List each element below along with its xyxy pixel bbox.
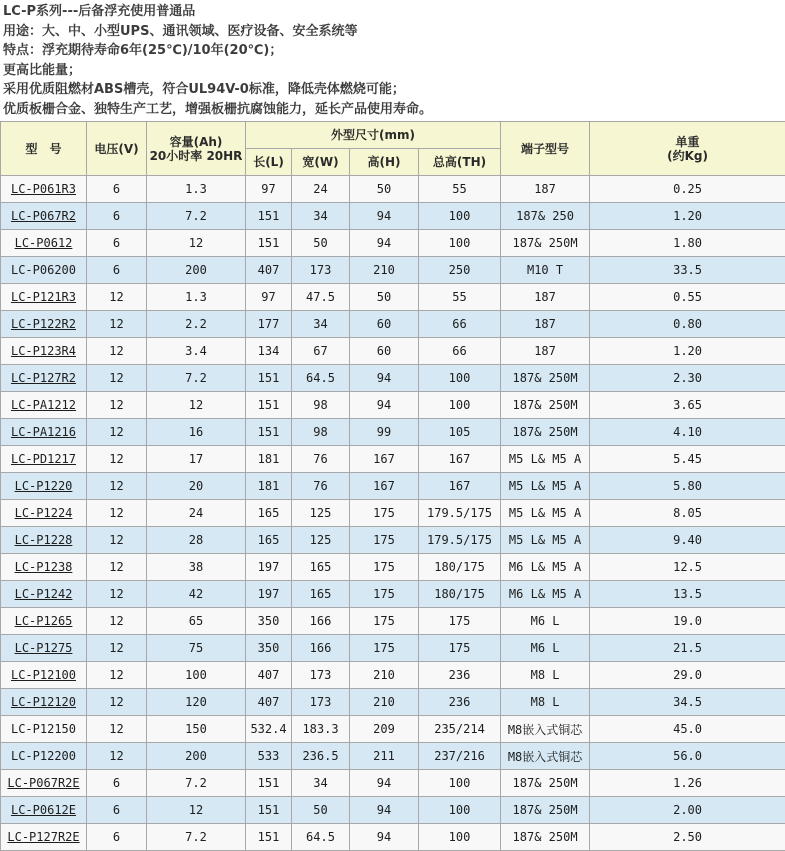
- total-height-cell: 180/175: [419, 581, 501, 608]
- table-row: [1, 338, 785, 365]
- model-link[interactable]: LC-PA1212: [10, 398, 77, 412]
- header-terminal: 端子型号: [501, 122, 590, 176]
- voltage-cell: 12: [87, 338, 147, 365]
- header-model: 型 号: [1, 122, 87, 176]
- voltage-cell: 12: [87, 392, 147, 419]
- model-cell: [1, 797, 87, 824]
- height-cell: 209: [350, 716, 419, 743]
- weight-cell: 2.00: [590, 797, 785, 824]
- model-link[interactable]: LC-P1275: [14, 641, 73, 655]
- terminal-cell: 187& 250: [501, 203, 590, 230]
- table-row: [1, 311, 785, 338]
- table-row: [1, 392, 785, 419]
- width-cell: 183.3: [292, 716, 350, 743]
- voltage-cell: 6: [87, 230, 147, 257]
- capacity-cell: 1.3: [147, 176, 246, 203]
- length-cell: 532.4: [246, 716, 292, 743]
- product-intro: [0, 0, 785, 121]
- width-cell: 236.5: [292, 743, 350, 770]
- terminal-cell: M8 L: [501, 689, 590, 716]
- header-capacity: [147, 122, 246, 176]
- weight-cell: 21.5: [590, 635, 785, 662]
- terminal-cell: M5 L& M5 A: [501, 446, 590, 473]
- total-height-cell: 167: [419, 446, 501, 473]
- voltage-cell: 12: [87, 554, 147, 581]
- capacity-cell: 7.2: [147, 203, 246, 230]
- total-height-cell: 66: [419, 311, 501, 338]
- header-dimensions: 外型尺寸(mm): [246, 122, 501, 149]
- height-cell: 94: [350, 797, 419, 824]
- height-cell: 175: [350, 527, 419, 554]
- model-link[interactable]: LC-P123R4: [10, 344, 77, 358]
- total-height-cell: 179.5/175: [419, 500, 501, 527]
- capacity-cell: 16: [147, 419, 246, 446]
- width-cell: 50: [292, 797, 350, 824]
- voltage-cell: 12: [87, 608, 147, 635]
- model-link[interactable]: LC-P1224: [14, 506, 73, 520]
- weight-cell: 5.45: [590, 446, 785, 473]
- length-cell: 181: [246, 473, 292, 500]
- voltage-cell: 12: [87, 365, 147, 392]
- model-cell: [1, 581, 87, 608]
- width-cell: 173: [292, 662, 350, 689]
- weight-cell: 0.55: [590, 284, 785, 311]
- capacity-cell: 12: [147, 392, 246, 419]
- weight-cell: 1.20: [590, 338, 785, 365]
- table-row: [1, 581, 785, 608]
- voltage-cell: 12: [87, 716, 147, 743]
- table-row: [1, 365, 785, 392]
- height-cell: 210: [350, 662, 419, 689]
- header-height: 高(H): [350, 149, 419, 176]
- total-height-cell: 100: [419, 203, 501, 230]
- model-cell: [1, 446, 87, 473]
- series-title: LC-P系列---后备浮充使用普通品: [3, 4, 196, 19]
- weight-cell: 1.80: [590, 230, 785, 257]
- model-link[interactable]: LC-P127R2: [10, 371, 77, 385]
- width-cell: 165: [292, 581, 350, 608]
- length-cell: 151: [246, 203, 292, 230]
- terminal-cell: 187& 250M: [501, 770, 590, 797]
- model-cell: [1, 203, 87, 230]
- height-cell: 99: [350, 419, 419, 446]
- terminal-cell: M5 L& M5 A: [501, 527, 590, 554]
- model-cell: [1, 257, 87, 284]
- model-cell: [1, 689, 87, 716]
- width-cell: 24: [292, 176, 350, 203]
- table-row: [1, 797, 785, 824]
- voltage-cell: 12: [87, 284, 147, 311]
- voltage-cell: 6: [87, 257, 147, 284]
- voltage-cell: 6: [87, 176, 147, 203]
- total-height-cell: 105: [419, 419, 501, 446]
- total-height-cell: 100: [419, 770, 501, 797]
- width-cell: 76: [292, 473, 350, 500]
- height-cell: 210: [350, 257, 419, 284]
- capacity-cell: 100: [147, 662, 246, 689]
- total-height-cell: 100: [419, 797, 501, 824]
- length-cell: 197: [246, 554, 292, 581]
- total-height-cell: 236: [419, 689, 501, 716]
- weight-cell: 19.0: [590, 608, 785, 635]
- width-cell: 64.5: [292, 824, 350, 851]
- width-cell: 173: [292, 257, 350, 284]
- capacity-cell: 120: [147, 689, 246, 716]
- table-row: [1, 257, 785, 284]
- terminal-cell: 187& 250M: [501, 824, 590, 851]
- weight-cell: 12.5: [590, 554, 785, 581]
- length-cell: 533: [246, 743, 292, 770]
- length-cell: 165: [246, 527, 292, 554]
- length-cell: 181: [246, 446, 292, 473]
- total-height-cell: 237/216: [419, 743, 501, 770]
- model-link[interactable]: LC-P1228: [14, 533, 73, 547]
- feature-abs-line: 采用优质阻燃材ABS槽壳，符合UL94V-0标准，降低壳体燃烧可能；: [3, 82, 405, 97]
- weight-cell: 0.80: [590, 311, 785, 338]
- header-weight-line2: (约Kg): [667, 148, 708, 163]
- table-header: [1, 122, 785, 176]
- capacity-cell: 38: [147, 554, 246, 581]
- width-cell: 166: [292, 608, 350, 635]
- model-cell: [1, 608, 87, 635]
- height-cell: 175: [350, 635, 419, 662]
- weight-cell: 34.5: [590, 689, 785, 716]
- model-cell: [1, 284, 87, 311]
- capacity-cell: 75: [147, 635, 246, 662]
- total-height-cell: 100: [419, 365, 501, 392]
- capacity-cell: 7.2: [147, 770, 246, 797]
- width-cell: 34: [292, 770, 350, 797]
- height-cell: 94: [350, 203, 419, 230]
- capacity-cell: 200: [147, 257, 246, 284]
- voltage-cell: 12: [87, 635, 147, 662]
- model-link[interactable]: LC-P061R3: [10, 182, 77, 196]
- length-cell: 97: [246, 176, 292, 203]
- model-cell: [1, 635, 87, 662]
- table-row: [1, 662, 785, 689]
- table-row: [1, 743, 785, 770]
- height-cell: 94: [350, 770, 419, 797]
- length-cell: 350: [246, 635, 292, 662]
- weight-cell: 2.50: [590, 824, 785, 851]
- capacity-cell: 24: [147, 500, 246, 527]
- width-cell: 125: [292, 500, 350, 527]
- header-weight: [590, 122, 785, 176]
- total-height-cell: 100: [419, 230, 501, 257]
- terminal-cell: M8嵌入式铜芯: [501, 743, 590, 770]
- width-cell: 34: [292, 311, 350, 338]
- width-cell: 34: [292, 203, 350, 230]
- model-link[interactable]: LC-P1265: [14, 614, 73, 628]
- height-cell: 94: [350, 230, 419, 257]
- model-link[interactable]: LC-P0612E: [10, 803, 77, 817]
- model-link[interactable]: LC-P1242: [14, 587, 73, 601]
- length-cell: 151: [246, 392, 292, 419]
- height-cell: 210: [350, 689, 419, 716]
- voltage-cell: 6: [87, 824, 147, 851]
- length-cell: 407: [246, 662, 292, 689]
- total-height-cell: 55: [419, 284, 501, 311]
- width-cell: 173: [292, 689, 350, 716]
- table-row: [1, 203, 785, 230]
- length-cell: 151: [246, 770, 292, 797]
- voltage-cell: 12: [87, 527, 147, 554]
- terminal-cell: 187& 250M: [501, 392, 590, 419]
- model-cell: [1, 473, 87, 500]
- height-cell: 175: [350, 581, 419, 608]
- voltage-cell: 12: [87, 473, 147, 500]
- total-height-cell: 180/175: [419, 554, 501, 581]
- voltage-cell: 12: [87, 419, 147, 446]
- weight-cell: 4.10: [590, 419, 785, 446]
- capacity-cell: 42: [147, 581, 246, 608]
- terminal-cell: 187: [501, 284, 590, 311]
- model-link[interactable]: LC-PD1217: [10, 452, 77, 466]
- model-cell: [1, 311, 87, 338]
- model-cell: [1, 770, 87, 797]
- height-cell: 50: [350, 284, 419, 311]
- width-cell: 47.5: [292, 284, 350, 311]
- height-cell: 60: [350, 338, 419, 365]
- capacity-cell: 12: [147, 797, 246, 824]
- model-cell: [1, 554, 87, 581]
- terminal-cell: M6 L: [501, 635, 590, 662]
- capacity-cell: 1.3: [147, 284, 246, 311]
- model-link[interactable]: LC-P121R3: [10, 290, 77, 304]
- width-cell: 67: [292, 338, 350, 365]
- model-link: LC-P12150: [10, 722, 77, 736]
- width-cell: 64.5: [292, 365, 350, 392]
- table-row: [1, 419, 785, 446]
- model-link: LC-P06200: [10, 263, 77, 277]
- table-row: [1, 284, 785, 311]
- table-row: [1, 689, 785, 716]
- capacity-cell: 200: [147, 743, 246, 770]
- height-cell: 94: [350, 392, 419, 419]
- capacity-cell: 3.4: [147, 338, 246, 365]
- voltage-cell: 12: [87, 743, 147, 770]
- model-link[interactable]: LC-P1220: [14, 479, 73, 493]
- terminal-cell: 187: [501, 311, 590, 338]
- total-height-cell: 250: [419, 257, 501, 284]
- terminal-cell: 187& 250M: [501, 365, 590, 392]
- height-cell: 94: [350, 365, 419, 392]
- voltage-cell: 6: [87, 203, 147, 230]
- model-cell: [1, 824, 87, 851]
- total-height-cell: 179.5/175: [419, 527, 501, 554]
- table-row: [1, 770, 785, 797]
- table-row: [1, 473, 785, 500]
- height-cell: 167: [350, 446, 419, 473]
- weight-cell: 3.65: [590, 392, 785, 419]
- width-cell: 125: [292, 527, 350, 554]
- length-cell: 151: [246, 365, 292, 392]
- table-row: [1, 176, 785, 203]
- height-cell: 211: [350, 743, 419, 770]
- table-row: [1, 230, 785, 257]
- total-height-cell: 55: [419, 176, 501, 203]
- weight-cell: 29.0: [590, 662, 785, 689]
- model-link: LC-P12200: [10, 749, 77, 763]
- table-row: [1, 500, 785, 527]
- voltage-cell: 12: [87, 311, 147, 338]
- feature-life-line: 特点：浮充期待寿命6年(25℃)/10年(20℃)；: [3, 43, 283, 58]
- table-row: [1, 527, 785, 554]
- capacity-cell: 7.2: [147, 365, 246, 392]
- model-link[interactable]: LC-P1238: [14, 560, 73, 574]
- model-link[interactable]: LC-PA1216: [10, 425, 77, 439]
- terminal-cell: M5 L& M5 A: [501, 500, 590, 527]
- length-cell: 151: [246, 230, 292, 257]
- header-capacity-line1: 容量(Ah): [169, 134, 223, 149]
- weight-cell: 1.26: [590, 770, 785, 797]
- terminal-cell: M6 L& M5 A: [501, 554, 590, 581]
- voltage-cell: 12: [87, 689, 147, 716]
- total-height-cell: 167: [419, 473, 501, 500]
- height-cell: 60: [350, 311, 419, 338]
- model-cell: [1, 743, 87, 770]
- model-cell: [1, 365, 87, 392]
- table-row: [1, 554, 785, 581]
- terminal-cell: 187: [501, 176, 590, 203]
- length-cell: 97: [246, 284, 292, 311]
- model-cell: [1, 230, 87, 257]
- battery-spec-table: [0, 121, 785, 851]
- length-cell: 134: [246, 338, 292, 365]
- model-cell: [1, 419, 87, 446]
- width-cell: 166: [292, 635, 350, 662]
- table-row: [1, 635, 785, 662]
- terminal-cell: 187& 250M: [501, 419, 590, 446]
- weight-cell: 8.05: [590, 500, 785, 527]
- model-cell: [1, 500, 87, 527]
- voltage-cell: 12: [87, 500, 147, 527]
- length-cell: 151: [246, 797, 292, 824]
- length-cell: 151: [246, 419, 292, 446]
- weight-cell: 33.5: [590, 257, 785, 284]
- table-row: [1, 716, 785, 743]
- width-cell: 98: [292, 392, 350, 419]
- feature-grid-line: 优质板栅合金、独特生产工艺，增强板栅抗腐蚀能力，延长产品使用寿命。: [3, 101, 433, 117]
- model-cell: [1, 176, 87, 203]
- height-cell: 175: [350, 554, 419, 581]
- model-cell: [1, 716, 87, 743]
- weight-cell: 9.40: [590, 527, 785, 554]
- total-height-cell: 175: [419, 608, 501, 635]
- voltage-cell: 12: [87, 446, 147, 473]
- width-cell: 50: [292, 230, 350, 257]
- weight-cell: 0.25: [590, 176, 785, 203]
- model-link[interactable]: LC-P0612: [14, 236, 73, 250]
- total-height-cell: 100: [419, 824, 501, 851]
- model-link[interactable]: LC-P122R2: [10, 317, 77, 331]
- voltage-cell: 6: [87, 797, 147, 824]
- terminal-cell: M8嵌入式铜芯: [501, 716, 590, 743]
- width-cell: 76: [292, 446, 350, 473]
- model-link[interactable]: LC-P12100: [10, 668, 77, 682]
- length-cell: 350: [246, 608, 292, 635]
- header-voltage: 电压(V): [87, 122, 147, 176]
- width-cell: 98: [292, 419, 350, 446]
- capacity-cell: 150: [147, 716, 246, 743]
- length-cell: 197: [246, 581, 292, 608]
- model-cell: [1, 527, 87, 554]
- length-cell: 407: [246, 689, 292, 716]
- total-height-cell: 236: [419, 662, 501, 689]
- height-cell: 175: [350, 608, 419, 635]
- model-link[interactable]: LC-P067R2E: [7, 776, 80, 790]
- table-body: [1, 176, 785, 851]
- table-row: [1, 608, 785, 635]
- model-cell: [1, 662, 87, 689]
- capacity-cell: 20: [147, 473, 246, 500]
- header-total-height: 总高(TH): [419, 149, 501, 176]
- terminal-cell: M8 L: [501, 662, 590, 689]
- terminal-cell: 187: [501, 338, 590, 365]
- terminal-cell: M6 L& M5 A: [501, 581, 590, 608]
- table-row: [1, 446, 785, 473]
- length-cell: 407: [246, 257, 292, 284]
- header-weight-line1: 单重: [675, 134, 700, 149]
- voltage-cell: 12: [87, 581, 147, 608]
- header-capacity-line2: 20小时率 20HR: [149, 148, 243, 163]
- header-length: 长(L): [246, 149, 292, 176]
- terminal-cell: M6 L: [501, 608, 590, 635]
- table-row: [1, 824, 785, 851]
- terminal-cell: 187& 250M: [501, 797, 590, 824]
- capacity-cell: 7.2: [147, 824, 246, 851]
- voltage-cell: 12: [87, 662, 147, 689]
- terminal-cell: M10 T: [501, 257, 590, 284]
- header-width: 宽(W): [292, 149, 350, 176]
- feature-energy-line: 更高比能量；: [3, 62, 82, 78]
- weight-cell: 13.5: [590, 581, 785, 608]
- model-link[interactable]: LC-P127R2E: [7, 830, 80, 844]
- capacity-cell: 2.2: [147, 311, 246, 338]
- length-cell: 177: [246, 311, 292, 338]
- length-cell: 151: [246, 824, 292, 851]
- length-cell: 165: [246, 500, 292, 527]
- model-cell: [1, 338, 87, 365]
- width-cell: 165: [292, 554, 350, 581]
- weight-cell: 5.80: [590, 473, 785, 500]
- height-cell: 175: [350, 500, 419, 527]
- model-cell: [1, 392, 87, 419]
- total-height-cell: 66: [419, 338, 501, 365]
- capacity-cell: 12: [147, 230, 246, 257]
- weight-cell: 2.30: [590, 365, 785, 392]
- total-height-cell: 100: [419, 392, 501, 419]
- capacity-cell: 65: [147, 608, 246, 635]
- model-link[interactable]: LC-P12120: [10, 695, 77, 709]
- total-height-cell: 235/214: [419, 716, 501, 743]
- height-cell: 50: [350, 176, 419, 203]
- usage-line: 用途：大、中、小型UPS、通讯领域、医疗设备、安全系统等: [3, 23, 358, 39]
- terminal-cell: 187& 250M: [501, 230, 590, 257]
- total-height-cell: 175: [419, 635, 501, 662]
- weight-cell: 56.0: [590, 743, 785, 770]
- height-cell: 94: [350, 824, 419, 851]
- capacity-cell: 17: [147, 446, 246, 473]
- model-link[interactable]: LC-P067R2: [10, 209, 77, 223]
- capacity-cell: 28: [147, 527, 246, 554]
- terminal-cell: M5 L& M5 A: [501, 473, 590, 500]
- height-cell: 167: [350, 473, 419, 500]
- weight-cell: 1.20: [590, 203, 785, 230]
- voltage-cell: 6: [87, 770, 147, 797]
- weight-cell: 45.0: [590, 716, 785, 743]
